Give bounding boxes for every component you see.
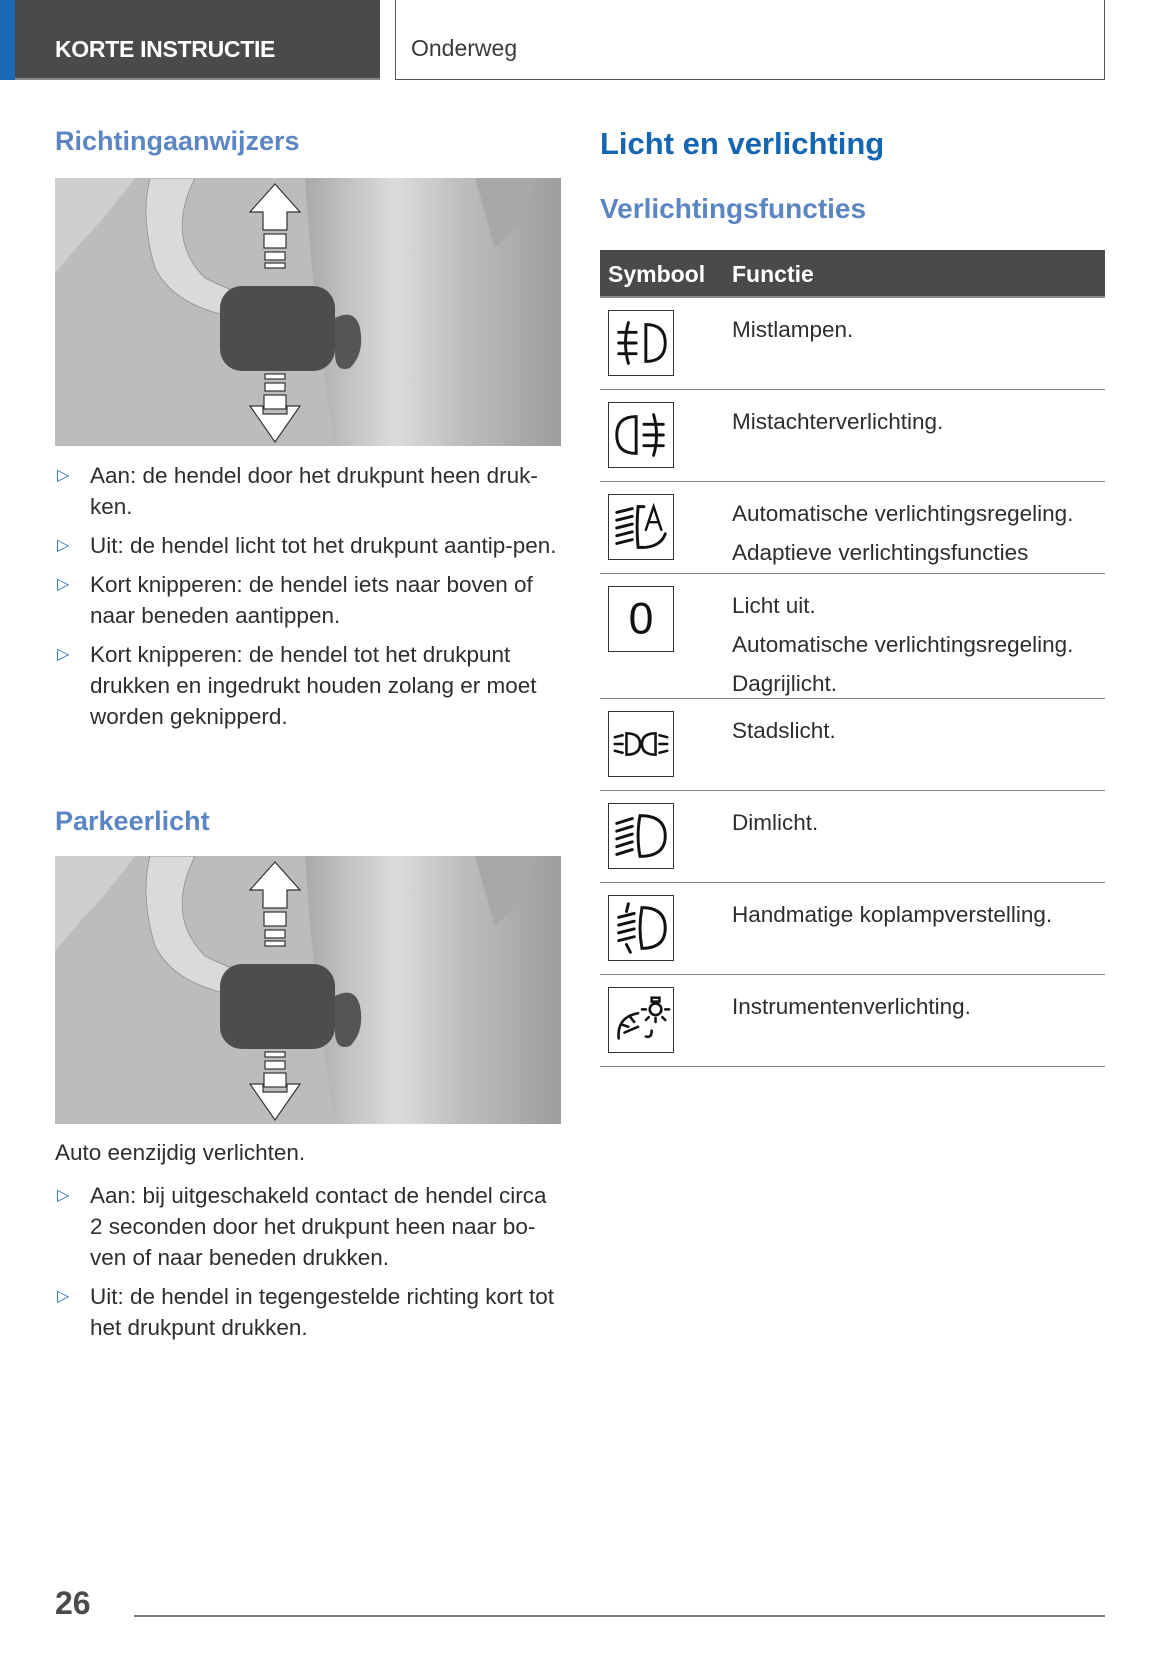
bullet-triangle-icon: ▷ xyxy=(57,576,70,593)
turn-signal-instructions xyxy=(55,460,565,740)
function-text: Licht uit. Automatische verlichtingsregeling. Dagrijlicht. xyxy=(732,593,1074,696)
list-item: ▷ Uit: de hendel in tegengestelde richting kort tot het drukpunt drukken. xyxy=(55,1281,565,1343)
parking-light-icon xyxy=(608,711,674,777)
function-text: Dimlicht. xyxy=(732,810,819,835)
list-item: ▷ Kort knipperen: de hendel iets naar boven of naar beneden aantippen. xyxy=(55,569,565,631)
function-text: Automatische verlichtingsregeling. Adaptieve verlichtingsfuncties xyxy=(732,501,1074,565)
function-text: Instrumentenverlichting. xyxy=(732,994,971,1019)
list-item: ▷ Aan: de hendel door het drukpunt heen druk-ken. xyxy=(55,460,565,522)
section-tab xyxy=(15,0,380,80)
headlight-range-control-icon xyxy=(608,895,674,961)
column-header-function: Functie xyxy=(732,261,814,287)
parking-light-intro: Auto eenzijdig verlichten. xyxy=(55,1140,306,1165)
function-text: Stadslicht. xyxy=(732,718,836,743)
function-text: Mistachterverlichting. xyxy=(732,409,944,434)
lights-off-icon xyxy=(608,586,674,652)
table-row xyxy=(600,298,1105,390)
bullet-triangle-icon: ▷ xyxy=(57,537,70,554)
svg-text:0: 0 xyxy=(628,594,654,644)
instrument-lighting-icon xyxy=(608,987,674,1053)
low-beam-icon xyxy=(608,803,674,869)
list-item: ▷ Aan: bij uitgeschakeld contact de hendel circa 2 seconden door het drukpunt heen naar bo-ven of naar beneden drukken. xyxy=(55,1180,565,1273)
footer-divider xyxy=(134,1615,1105,1617)
front-fog-light-icon xyxy=(608,310,674,376)
parking-light-instructions xyxy=(55,1180,565,1351)
bullet-triangle-icon: ▷ xyxy=(57,1288,70,1305)
table-row xyxy=(600,699,1105,791)
rear-fog-light-icon xyxy=(608,402,674,468)
chapter-tab xyxy=(395,0,1105,80)
lighting-functions-table xyxy=(600,250,1105,1067)
column-header-symbol: Symbool xyxy=(608,261,706,287)
table-row xyxy=(600,482,1105,574)
table-row xyxy=(600,390,1105,482)
table-row xyxy=(600,883,1105,975)
bullet-triangle-icon: ▷ xyxy=(57,646,70,663)
parking-light-heading: Parkeerlicht xyxy=(55,806,210,836)
sub-heading: Verlichtingsfuncties xyxy=(600,193,867,224)
lever-illustration xyxy=(55,178,561,446)
table-header xyxy=(600,250,1105,298)
table-row xyxy=(600,791,1105,883)
auto-headlight-icon xyxy=(608,494,674,560)
function-text: Mistlampen. xyxy=(732,317,854,342)
list-item: ▷ Uit: de hendel licht tot het drukpunt aantip-pen. xyxy=(55,530,565,561)
bullet-triangle-icon: ▷ xyxy=(57,467,70,484)
page-number: 26 xyxy=(55,1585,91,1621)
chapter-heading: Licht en verlichting xyxy=(600,126,885,161)
turn-signal-lever-figure xyxy=(55,178,561,446)
turn-signals-heading: Richtingaanwijzers xyxy=(55,126,300,156)
table-row xyxy=(600,574,1105,699)
list-item: ▷ Kort knipperen: de hendel tot het drukpunt drukken en ingedrukt houden zolang er moet worden geknipperd. xyxy=(55,639,565,732)
section-label: KORTE INSTRUCTIE xyxy=(55,36,276,62)
table-row xyxy=(600,975,1105,1067)
function-text: Handmatige koplampverstelling. xyxy=(732,902,1053,927)
bullet-triangle-icon: ▷ xyxy=(57,1187,70,1204)
parking-light-lever-figure xyxy=(55,856,561,1124)
lever-illustration xyxy=(55,856,561,1124)
chapter-label: Onderweg xyxy=(411,35,518,61)
header-accent-bar xyxy=(0,0,15,80)
